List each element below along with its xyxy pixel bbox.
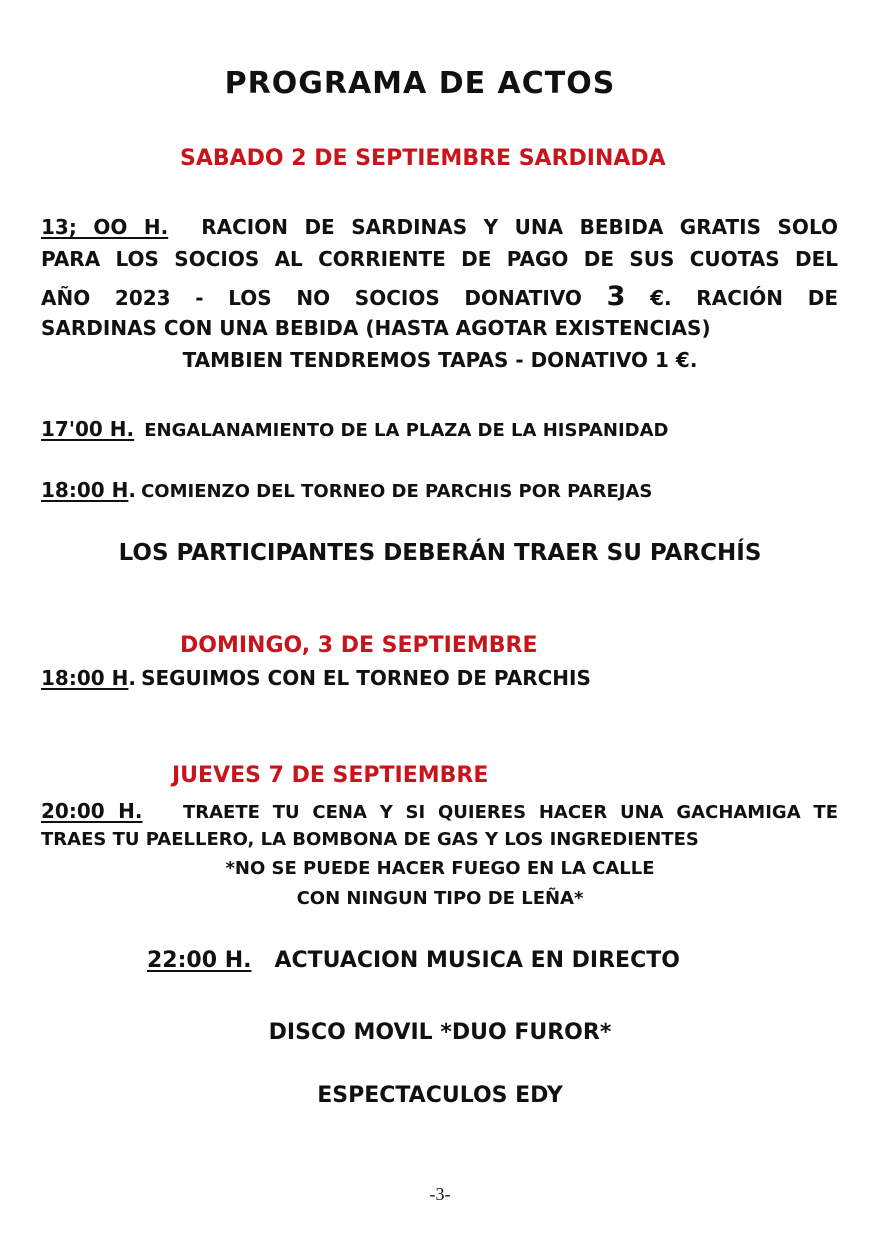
sunday-event1-text: SEGUIMOS CON EL TORNEO DE PARCHIS xyxy=(141,666,591,690)
thursday-event1-text1: TRAETE TU CENA Y SI QUIERES HACER UNA GACHAMIGA TE xyxy=(182,802,838,823)
saturday-event1-time: 13; OO H. xyxy=(41,215,169,239)
sunday-event1-time: 18:00 H xyxy=(41,666,129,690)
thursday-event1-line2: TRAES TU PAELLERO, LA BOMBONA DE GAS Y LOS INGREDIENTES xyxy=(41,829,699,850)
saturday-event2-time: 17'00 H. xyxy=(41,417,135,441)
saturday-note: LOS PARTICIPANTES DEBERÁN TRAER SU PARCHÍS xyxy=(118,540,762,566)
saturday-event1-text1: RACION DE SARDINAS Y UNA BEBIDA GRATIS SOLO xyxy=(201,215,838,239)
saturday-event1-line3-pre: AÑO 2023 - LOS NO SOCIOS DONATIVO xyxy=(41,286,582,310)
sunday-heading: DOMINGO, 3 DE SEPTIEMBRE xyxy=(180,633,538,658)
saturday-donation-amount: 3 xyxy=(606,281,626,312)
saturday-event1-line2: PARA LOS SOCIOS AL CORRIENTE DE PAGO DE SUS CUOTAS DEL xyxy=(41,247,838,271)
saturday-event3 xyxy=(41,478,652,502)
thursday-disco: DISCO MOVIL *DUO FUROR* xyxy=(268,1020,612,1045)
sunday-event1-time-dot: . xyxy=(128,666,136,690)
saturday-event2 xyxy=(41,417,669,441)
saturday-event3-time: 18:00 H xyxy=(41,478,129,502)
saturday-heading: SABADO 2 DE SEPTIEMBRE SARDINADA xyxy=(180,146,666,171)
saturday-event1-line5: TAMBIEN TENDREMOS TAPAS - DONATIVO 1 €. xyxy=(182,348,698,372)
thursday-espectaculos: ESPECTACULOS EDY xyxy=(317,1083,563,1108)
thursday-event2 xyxy=(147,948,680,973)
thursday-event1-time: 20:00 H. xyxy=(41,799,143,823)
saturday-event3-text: COMIENZO DEL TORNEO DE PARCHIS POR PAREJAS xyxy=(141,481,653,502)
saturday-event2-text: ENGALANAMIENTO DE LA PLAZA DE LA HISPANIDAD xyxy=(144,420,669,441)
sunday-event1 xyxy=(41,666,591,690)
thursday-event2-time: 22:00 H. xyxy=(147,948,252,973)
page-number: -3- xyxy=(429,1184,451,1204)
thursday-event1-line3: *NO SE PUEDE HACER FUEGO EN LA CALLE xyxy=(225,858,655,879)
thursday-heading: JUEVES 7 DE SEPTIEMBRE xyxy=(172,763,489,788)
saturday-event1-line1 xyxy=(41,211,838,243)
thursday-event1-line4: CON NINGUN TIPO DE LEÑA* xyxy=(296,888,584,909)
thursday-event2-text: ACTUACION MUSICA EN DIRECTO xyxy=(274,948,680,973)
thursday-event1-line1 xyxy=(41,796,838,828)
saturday-event3-time-dot: . xyxy=(128,478,136,502)
saturday-event1-line3-post: €. RACIÓN DE xyxy=(650,286,839,310)
page-title: PROGRAMA DE ACTOS xyxy=(224,66,616,101)
saturday-event1-line4: SARDINAS CON UNA BEBIDA (HASTA AGOTAR EXISTENCIAS) xyxy=(41,316,711,340)
saturday-event1-line3 xyxy=(41,281,838,314)
